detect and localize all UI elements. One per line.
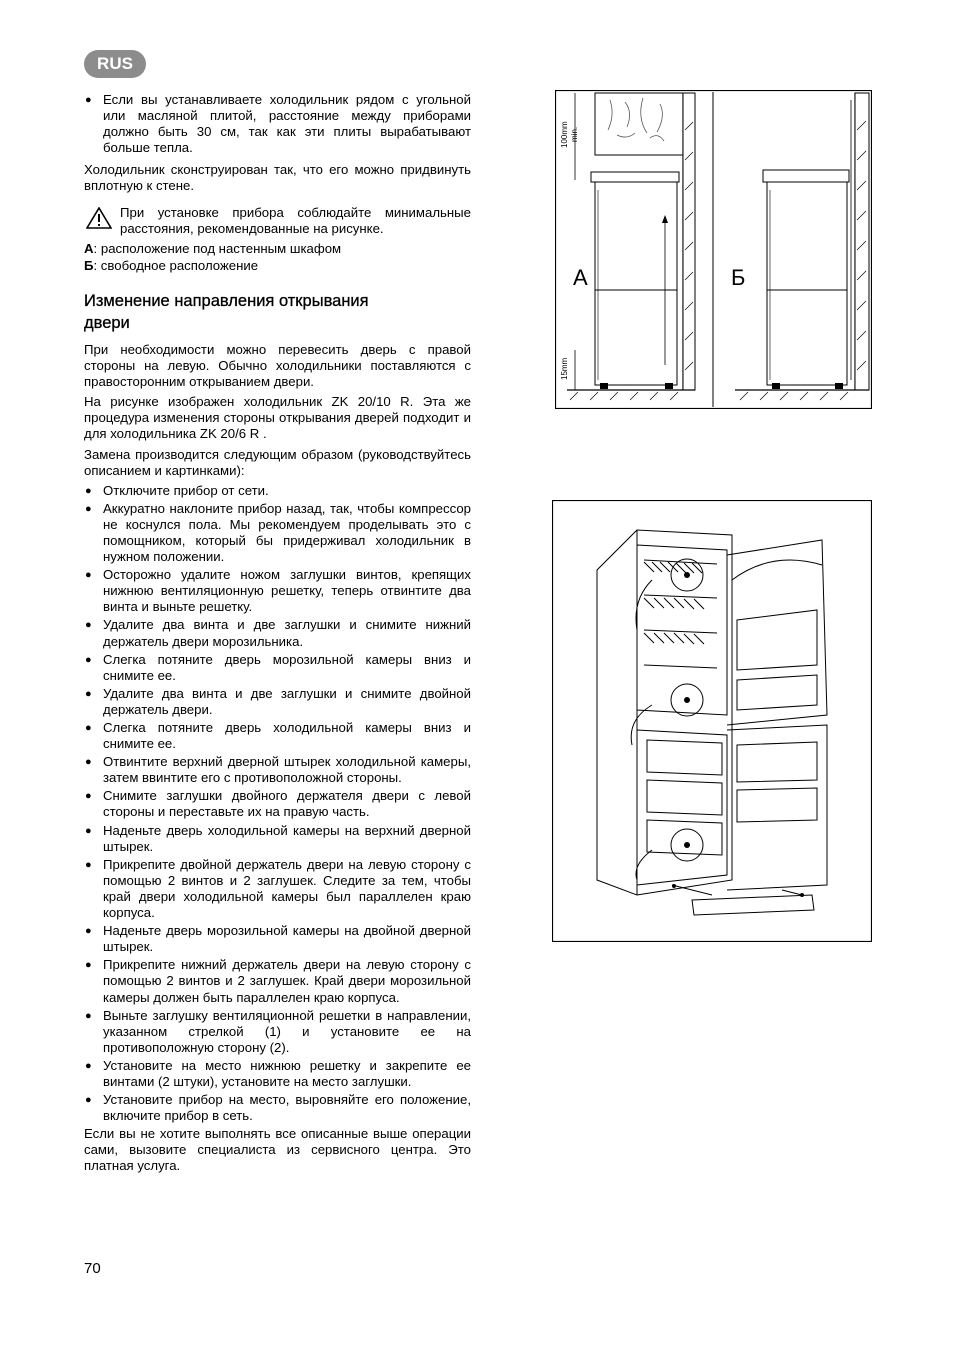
step-text: Наденьте дверь холодильной камеры на верхний дверной штырек. [103,822,471,854]
option-b-key: Б [84,257,94,273]
dimension-bottom: 15mm [560,357,569,380]
step-text: Слегка потяните дверь морозильной камеры вниз и снимите ее. [103,651,471,683]
step-text: Установите на место нижнюю решетку и закрепите ее винтами (2 штуки), установите на место заглушки. [103,1057,471,1089]
step-text: Выньте заглушку вентиляционной решетки в направлении, указанном стрелкой (1) и установите ее на противоположную сторону (2). [103,1007,471,1055]
step-item [84,823,471,855]
option-b [84,258,471,274]
panel-b-label: Б [731,265,746,290]
bullet-dot-icon: ● [85,858,92,871]
warning-triangle-icon [86,207,112,229]
step-text: Удалите два винта и две заглушки и снимите нижний держатель двери морозильника. [103,617,471,649]
intro-bullet-text: Если вы устанавливаете холодильник рядом с угольной или масляной плитой, расстояние между приборами должно быть 30 см, так как эти плиты вырабатывают больше тепла. [103,92,471,156]
option-a-text: : расположение под настенным шкафом [93,240,342,256]
section-title-line1: Изменение направления открывания [84,291,369,310]
step-item [84,857,471,921]
warning-text: При установке прибора соблюдайте минимальные расстояния, рекомендованные на рисунке. [120,204,471,236]
step-text: Удалите два винта и две заглушки и снимите двойной держатель двери. [103,685,471,717]
door-reversal-figure [552,500,872,942]
step-item [84,652,471,684]
step-item [84,1092,471,1124]
step-item [84,720,471,752]
section-paragraph-1: При необходимости можно перевесить дверь с правой стороны на левую. Обычно холодильники поставляются с правосторонним открыванием двери. [84,341,471,390]
bullet-dot-icon: ● [85,1009,92,1022]
step-text: Слегка потяните дверь холодильной камеры вниз и снимите ее. [103,720,471,752]
step-text: Наденьте дверь морозильной камеры на двойной дверной штырек. [103,923,471,955]
step-item [84,957,471,1005]
bullet-dot-icon: ● [85,790,92,803]
section-paragraph-2: На рисунке изображен холодильник ZK 20/10 R. Эта же процедура изменения стороны открывания дверей подходит и для холодильника ZK 20/6 R . [84,394,471,442]
bullet-dot-icon: ● [85,484,92,497]
step-text: Аккуратно наклоните прибор назад, так, чтобы компрессор не коснулся пола. Мы рекомендуем проделывать это с помощником, который бы придерживал холодильник в нужном положении. [103,500,471,565]
step-text: Установите прибор на место, выровняйте его положение, включите прибор в сеть. [103,1092,471,1124]
page-number: 70 [84,1260,101,1277]
bullet-dot-icon: ● [85,94,92,106]
language-badge: RUS [84,50,146,78]
intro-paragraph: Холодильник сконструирован так, что его можно придвинуть вплотную к стене. [84,162,471,194]
bullet-dot-icon: ● [85,1094,92,1107]
panel-a-label: А [573,265,588,290]
bullet-dot-icon: ● [85,502,92,515]
step-item [84,1058,471,1090]
installation-clearance-figure [555,90,872,409]
option-a-key: А [84,240,94,256]
bullet-dot-icon: ● [85,569,92,582]
step-text: Отключите прибор от сети. [103,482,269,498]
bullet-dot-icon: ● [85,722,92,734]
bullet-dot-icon: ● [85,687,92,700]
step-item [84,501,471,565]
steps-list [84,483,471,1125]
step-text: Прикрепите двойной держатель двери на левую сторону с помощью 2 винтов и 2 заглушек. Следите за тем, чтобы край двери холодильной камеры был параллелен краю корпуса. [103,856,471,921]
section-title [84,290,471,334]
intro-bullet [84,92,471,156]
warning-note [84,205,471,237]
option-b-text: : свободное расположение [93,257,259,273]
bullet-dot-icon: ● [85,619,92,632]
bullet-dot-icon: ● [85,925,92,938]
option-a [84,241,471,257]
bullet-dot-icon: ● [85,756,92,769]
section-paragraph-3: Замена производится следующим образом (руководствуйтесь описанием и картинками): [84,446,471,478]
step-item [84,788,471,820]
step-item [84,567,471,615]
closing-paragraph: Если вы не хотите выполнять все описанные выше операции сами, вызовите специалиста из сервисного центра. Это платная услуга. [84,1126,471,1174]
step-text: Снимите заглушки двойного держателя двери с левой стороны и переставьте их на правую часть. [103,788,471,820]
step-item [84,754,471,786]
step-item [84,483,471,499]
step-item [84,686,471,718]
bullet-dot-icon: ● [85,653,92,666]
bullet-dot-icon: ● [85,1059,92,1072]
dimension-top-2: min. [570,126,579,142]
bullet-dot-icon: ● [85,824,92,837]
text-column [84,92,471,1179]
step-item [84,1008,471,1056]
bullet-dot-icon: ● [85,959,92,972]
step-text: Прикрепите нижний держатель двери на левую сторону с помощью 2 винтов и 2 заглушек. Край двери морозильной камеры должен быть параллелен краю корпуса. [103,957,471,1005]
step-item [84,923,471,955]
step-item [84,617,471,649]
section-title-line2: двери [84,313,130,332]
step-text: Осторожно удалите ножом заглушки винтов, крепящих нижнюю вентиляционную решетку, теперь отвинтите два винта и выньте решетку. [103,567,471,615]
dimension-top-1: 100mm [560,121,569,148]
step-text: Отвинтите верхний дверной штырек холодильной камеры, затем ввинтите его с противоположной стороны. [103,754,471,786]
